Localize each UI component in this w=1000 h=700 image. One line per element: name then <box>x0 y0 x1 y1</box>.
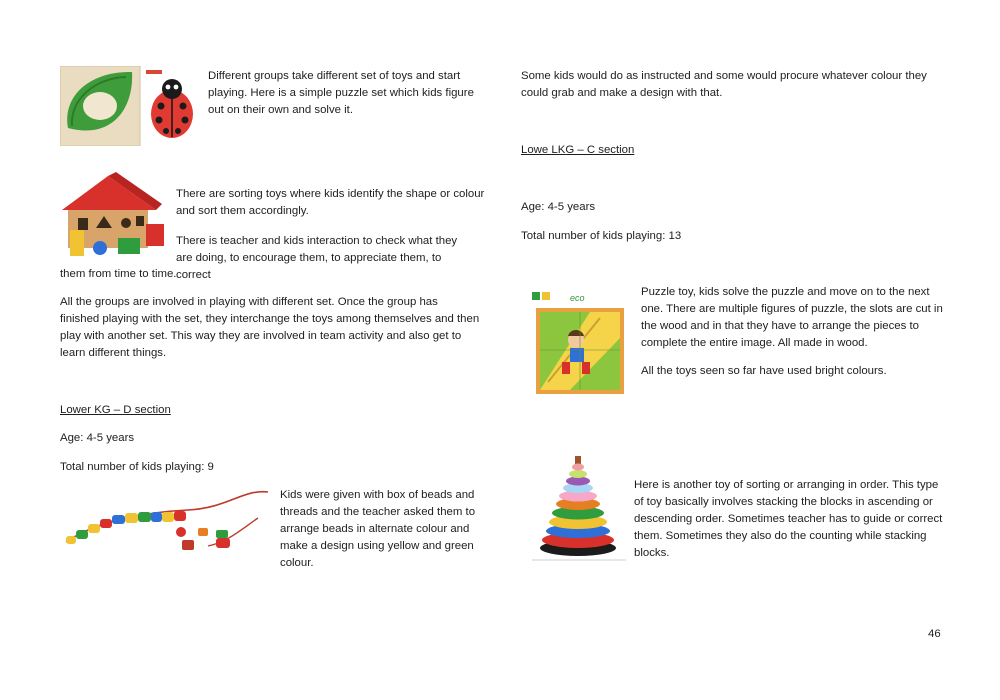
groups-paragraph: All the groups are involved in playing with different set. Once the group has finished playing with the set, they interchange the toys among themselves and then play with another set. This way they are involved in team activity and also get to learn different things. <box>60 296 480 359</box>
page-number: 46 <box>928 628 941 640</box>
interaction-paragraph-continued: them from time to time. <box>60 268 177 280</box>
puzzle-brand-logo: eco <box>570 293 585 303</box>
beads-on-thread-image <box>58 484 273 564</box>
kids-count-text-c: Total number of kids playing: 13 <box>521 230 682 242</box>
beads-paragraph: Kids were given with box of beads and threads and the teacher asked them to arrange beads in alternate colour and make a design using yellow and green colour. <box>280 489 476 569</box>
wooden-puzzle-image <box>530 288 630 398</box>
sorting-toys-paragraph: There are sorting toys where kids identify the shape or colour and sort them accordingly. <box>176 188 485 217</box>
interaction-paragraph: There is teacher and kids interaction to check what they are doing, to encourage them, to appreciate them, to correct <box>176 235 458 281</box>
stacking-rings-image <box>532 452 626 562</box>
ladybug-figure <box>146 70 193 138</box>
section-heading-d: Lower KG – D section <box>60 404 171 416</box>
kids-count-text-d: Total number of kids playing: 9 <box>60 461 214 473</box>
leaf-puzzle-image <box>60 66 198 146</box>
stacking-toy-paragraph: Here is another toy of sorting or arranging in order. This type of toy basically involves stacking the blocks in ascending or descending order. Sometimes teacher has to guide or correct them. Sometimes they also do the counting while stacking blocks. <box>634 479 943 559</box>
puzzle-intro-paragraph: Different groups take different set of toys and start playing. Here is a simple puzzle set which kids figure out on their own and solve it. <box>208 70 474 116</box>
kids-instruction-paragraph: Some kids would do as instructed and some would procure whatever colour they could grab and make a design with that. <box>521 70 927 99</box>
shape-sorter-house-image <box>60 170 172 258</box>
section-heading-c: Lowe LKG – C section <box>521 144 635 156</box>
puzzle-toy-paragraph: Puzzle toy, kids solve the puzzle and move on to the next one. There are multiple figures of puzzle, the slots are cut in the wood and in that they have to arrange the pieces to complete the entire image. All made in wood. <box>641 286 943 349</box>
age-text-d: Age: 4-5 years <box>60 432 135 444</box>
bright-colours-paragraph: All the toys seen so far have used bright colours. <box>641 365 887 377</box>
age-text-c: Age: 4-5 years <box>521 201 596 213</box>
